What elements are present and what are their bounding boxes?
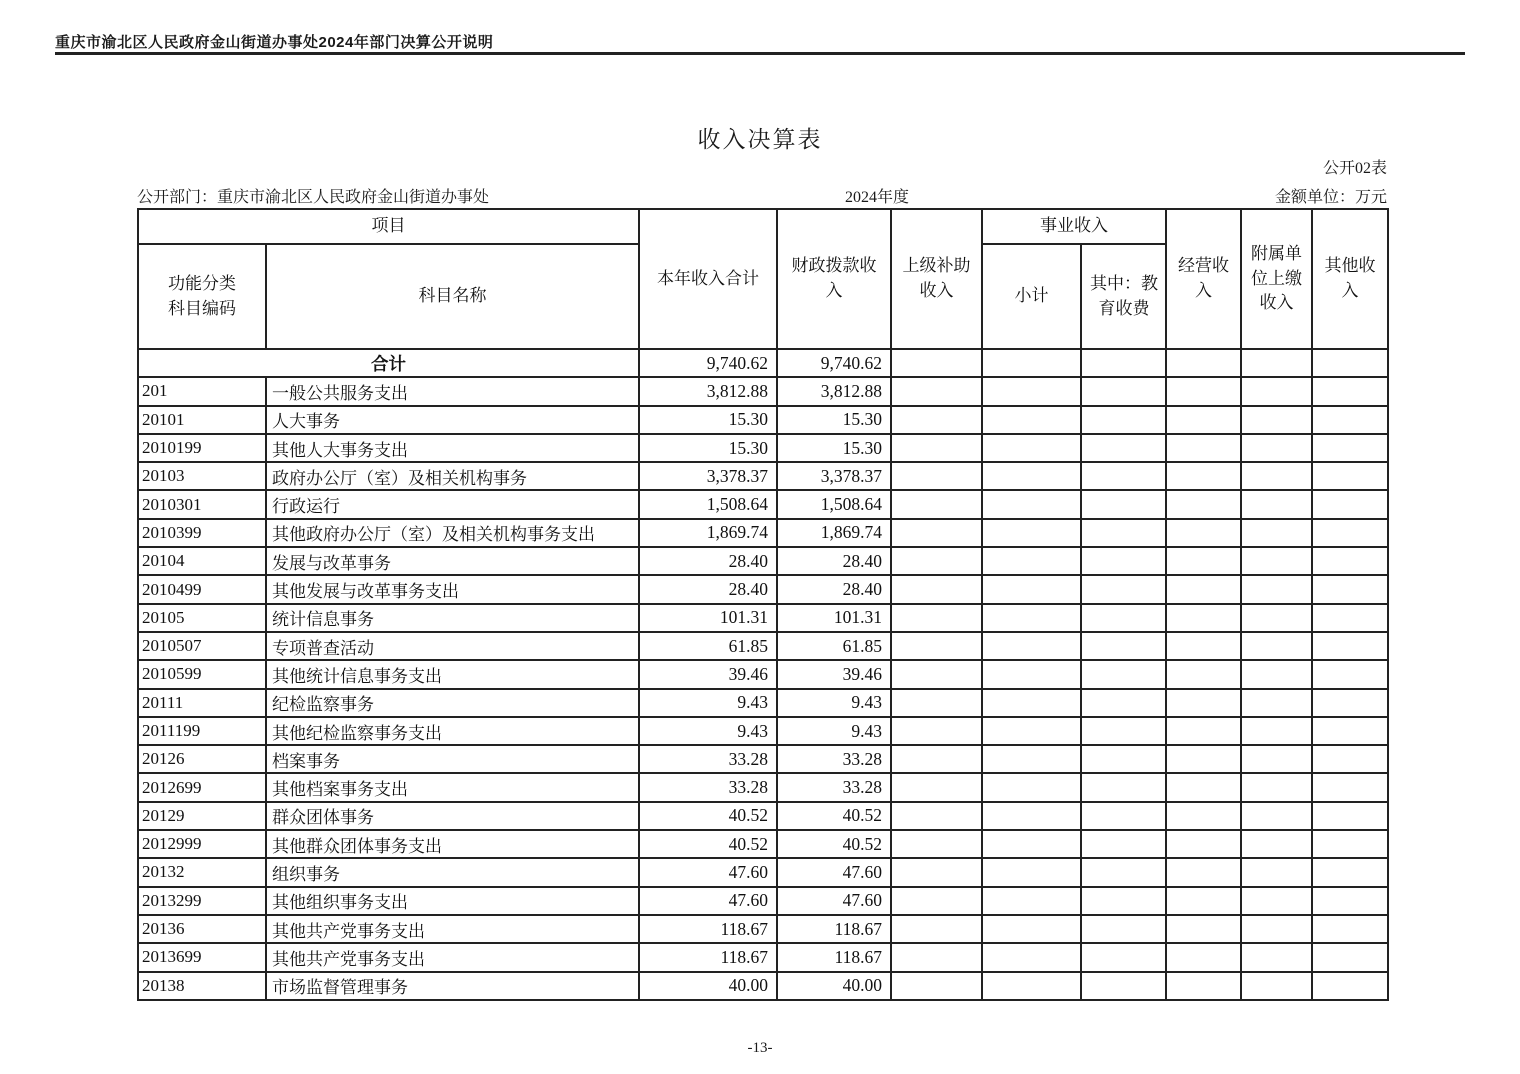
row-function-code: 2010399 bbox=[138, 519, 266, 547]
cell-total-income: 28.40 bbox=[639, 575, 777, 603]
cell-fiscal-allocation: 15.30 bbox=[777, 406, 891, 434]
cell-affiliated-income bbox=[1241, 547, 1312, 575]
cell-superior-grant bbox=[891, 406, 982, 434]
cell-education-fee bbox=[1081, 604, 1166, 632]
cell-education-fee bbox=[1081, 349, 1166, 377]
table-row bbox=[138, 972, 1388, 1000]
header-affiliated-unit-income bbox=[1241, 209, 1312, 349]
table-row bbox=[138, 943, 1388, 971]
cell-affiliated-income bbox=[1241, 490, 1312, 518]
cell-education-fee bbox=[1081, 717, 1166, 745]
row-subject-name: 其他共产党事务支出 bbox=[266, 915, 639, 943]
cell-other-income bbox=[1312, 349, 1388, 377]
row-function-code: 2013699 bbox=[138, 943, 266, 971]
cell-total-income: 61.85 bbox=[639, 632, 777, 660]
cell-business-subtotal bbox=[982, 434, 1081, 462]
row-function-code: 2010499 bbox=[138, 575, 266, 603]
row-function-code: 2013299 bbox=[138, 887, 266, 915]
table-row bbox=[138, 377, 1388, 405]
cell-other-income bbox=[1312, 745, 1388, 773]
cell-total-income: 47.60 bbox=[639, 858, 777, 886]
cell-operating-income bbox=[1166, 434, 1241, 462]
cell-total-income: 40.52 bbox=[639, 802, 777, 830]
row-function-code: 2012999 bbox=[138, 830, 266, 858]
cell-affiliated-income bbox=[1241, 519, 1312, 547]
cell-operating-income bbox=[1166, 406, 1241, 434]
cell-business-subtotal bbox=[982, 802, 1081, 830]
cell-business-subtotal bbox=[982, 632, 1081, 660]
row-function-code: 2010507 bbox=[138, 632, 266, 660]
header-total-income-label: 本年收入合计 bbox=[657, 268, 759, 288]
cell-other-income bbox=[1312, 972, 1388, 1000]
cell-other-income bbox=[1312, 802, 1388, 830]
header-subject-name-label: 科目名称 bbox=[418, 286, 487, 306]
cell-total-income: 1,869.74 bbox=[639, 519, 777, 547]
header-subtotal-label: 小计 bbox=[1014, 286, 1049, 306]
cell-fiscal-allocation: 118.67 bbox=[777, 915, 891, 943]
table-row bbox=[138, 745, 1388, 773]
cell-total-income: 28.40 bbox=[639, 547, 777, 575]
cell-total-income: 33.28 bbox=[639, 745, 777, 773]
cell-fiscal-allocation: 28.40 bbox=[777, 575, 891, 603]
cell-superior-grant bbox=[891, 802, 982, 830]
row-subject-name: 纪检监察事务 bbox=[266, 689, 639, 717]
table-row bbox=[138, 858, 1388, 886]
row-subject-name: 其他共产党事务支出 bbox=[266, 943, 639, 971]
row-subject-name: 发展与改革事务 bbox=[266, 547, 639, 575]
cell-operating-income bbox=[1166, 632, 1241, 660]
cell-total-income: 1,508.64 bbox=[639, 490, 777, 518]
header-fiscal-allocation bbox=[777, 209, 891, 349]
cell-superior-grant bbox=[891, 773, 982, 801]
publishing-department-label: 公开部门：重庆市渝北区人民政府金山街道办事处 bbox=[137, 189, 490, 206]
cell-affiliated-income bbox=[1241, 604, 1312, 632]
row-subject-name: 其他统计信息事务支出 bbox=[266, 660, 639, 688]
cell-affiliated-income bbox=[1241, 943, 1312, 971]
cell-other-income bbox=[1312, 377, 1388, 405]
row-subject-name: 市场监督管理事务 bbox=[266, 972, 639, 1000]
cell-total-income: 15.30 bbox=[639, 406, 777, 434]
cell-operating-income bbox=[1166, 349, 1241, 377]
cell-fiscal-allocation: 28.40 bbox=[777, 547, 891, 575]
row-subject-name: 行政运行 bbox=[266, 490, 639, 518]
cell-other-income bbox=[1312, 689, 1388, 717]
cell-affiliated-income bbox=[1241, 575, 1312, 603]
cell-business-subtotal bbox=[982, 745, 1081, 773]
row-function-code: 20129 bbox=[138, 802, 266, 830]
header-business-income-group bbox=[982, 209, 1166, 244]
cell-superior-grant bbox=[891, 689, 982, 717]
cell-fiscal-allocation: 47.60 bbox=[777, 887, 891, 915]
cell-other-income bbox=[1312, 858, 1388, 886]
cell-education-fee bbox=[1081, 547, 1166, 575]
header-function-code-label: 功能分类科目编码 bbox=[168, 273, 236, 318]
header-superior-grant-label: 上级补助收入 bbox=[902, 256, 971, 300]
cell-total-income: 3,812.88 bbox=[639, 377, 777, 405]
cell-fiscal-allocation: 118.67 bbox=[777, 943, 891, 971]
cell-superior-grant bbox=[891, 887, 982, 915]
cell-fiscal-allocation: 9.43 bbox=[777, 717, 891, 745]
row-function-code: 20104 bbox=[138, 547, 266, 575]
cell-superior-grant bbox=[891, 434, 982, 462]
cell-affiliated-income bbox=[1241, 689, 1312, 717]
cell-operating-income bbox=[1166, 915, 1241, 943]
table-row bbox=[138, 406, 1388, 434]
table-row bbox=[138, 462, 1388, 490]
cell-operating-income bbox=[1166, 660, 1241, 688]
page-number: -13- bbox=[747, 1040, 773, 1056]
row-function-code: 2010199 bbox=[138, 434, 266, 462]
cell-total-income: 9.43 bbox=[639, 717, 777, 745]
row-total-label: 合计 bbox=[138, 349, 639, 377]
cell-superior-grant bbox=[891, 830, 982, 858]
cell-education-fee bbox=[1081, 377, 1166, 405]
cell-business-subtotal bbox=[982, 406, 1081, 434]
cell-operating-income bbox=[1166, 689, 1241, 717]
cell-business-subtotal bbox=[982, 490, 1081, 518]
cell-business-subtotal bbox=[982, 972, 1081, 1000]
cell-fiscal-allocation: 61.85 bbox=[777, 632, 891, 660]
cell-business-subtotal bbox=[982, 547, 1081, 575]
cell-total-income: 33.28 bbox=[639, 773, 777, 801]
cell-business-subtotal bbox=[982, 717, 1081, 745]
cell-operating-income bbox=[1166, 604, 1241, 632]
cell-affiliated-income bbox=[1241, 462, 1312, 490]
cell-affiliated-income bbox=[1241, 406, 1312, 434]
cell-education-fee bbox=[1081, 773, 1166, 801]
cell-business-subtotal bbox=[982, 575, 1081, 603]
page-title: 收入决算表 bbox=[697, 127, 823, 152]
cell-total-income: 40.00 bbox=[639, 972, 777, 1000]
cell-superior-grant bbox=[891, 604, 982, 632]
cell-fiscal-allocation: 40.52 bbox=[777, 830, 891, 858]
row-function-code: 20103 bbox=[138, 462, 266, 490]
table-row bbox=[138, 773, 1388, 801]
cell-business-subtotal bbox=[982, 943, 1081, 971]
table-row bbox=[138, 660, 1388, 688]
cell-total-income: 40.52 bbox=[639, 830, 777, 858]
cell-business-subtotal bbox=[982, 858, 1081, 886]
table-row bbox=[138, 802, 1388, 830]
cell-business-subtotal bbox=[982, 349, 1081, 377]
cell-superior-grant bbox=[891, 660, 982, 688]
cell-other-income bbox=[1312, 575, 1388, 603]
cell-other-income bbox=[1312, 887, 1388, 915]
header-function-code bbox=[138, 244, 266, 349]
amount-unit-label: 金额单位：万元 bbox=[1274, 189, 1387, 206]
cell-affiliated-income bbox=[1241, 887, 1312, 915]
cell-education-fee bbox=[1081, 830, 1166, 858]
cell-operating-income bbox=[1166, 858, 1241, 886]
cell-operating-income bbox=[1166, 717, 1241, 745]
cell-business-subtotal bbox=[982, 887, 1081, 915]
header-fiscal-allocation-label: 财政拨款收入 bbox=[791, 256, 877, 300]
cell-operating-income bbox=[1166, 519, 1241, 547]
table-row bbox=[138, 519, 1388, 547]
cell-total-income: 15.30 bbox=[639, 434, 777, 462]
cell-operating-income bbox=[1166, 462, 1241, 490]
cell-education-fee bbox=[1081, 406, 1166, 434]
cell-operating-income bbox=[1166, 802, 1241, 830]
cell-superior-grant bbox=[891, 745, 982, 773]
cell-other-income bbox=[1312, 915, 1388, 943]
cell-fiscal-allocation: 1,869.74 bbox=[777, 519, 891, 547]
cell-other-income bbox=[1312, 773, 1388, 801]
header-other-income-label: 其他收入 bbox=[1324, 256, 1376, 300]
cell-superior-grant bbox=[891, 462, 982, 490]
row-function-code: 2012699 bbox=[138, 773, 266, 801]
row-subject-name: 其他群众团体事务支出 bbox=[266, 830, 639, 858]
cell-other-income bbox=[1312, 462, 1388, 490]
cell-fiscal-allocation: 101.31 bbox=[777, 604, 891, 632]
fiscal-year-label: 2024年度 bbox=[845, 189, 910, 206]
table-row bbox=[138, 434, 1388, 462]
cell-fiscal-allocation: 15.30 bbox=[777, 434, 891, 462]
row-function-code: 20101 bbox=[138, 406, 266, 434]
table-row bbox=[138, 604, 1388, 632]
cell-business-subtotal bbox=[982, 377, 1081, 405]
cell-education-fee bbox=[1081, 519, 1166, 547]
header-operating-income bbox=[1166, 209, 1241, 349]
table-row bbox=[138, 915, 1388, 943]
cell-education-fee bbox=[1081, 943, 1166, 971]
cell-fiscal-allocation: 47.60 bbox=[777, 858, 891, 886]
cell-operating-income bbox=[1166, 377, 1241, 405]
cell-total-income: 3,378.37 bbox=[639, 462, 777, 490]
cell-other-income bbox=[1312, 717, 1388, 745]
cell-affiliated-income bbox=[1241, 349, 1312, 377]
cell-fiscal-allocation: 33.28 bbox=[777, 773, 891, 801]
cell-business-subtotal bbox=[982, 604, 1081, 632]
income-table-header bbox=[138, 209, 1388, 349]
cell-education-fee bbox=[1081, 858, 1166, 886]
cell-affiliated-income bbox=[1241, 434, 1312, 462]
income-table-wrap bbox=[137, 208, 1389, 1001]
cell-affiliated-income bbox=[1241, 745, 1312, 773]
row-subject-name: 其他政府办公厅（室）及相关机构事务支出 bbox=[266, 519, 639, 547]
cell-affiliated-income bbox=[1241, 858, 1312, 886]
header-subtotal bbox=[982, 244, 1081, 349]
table-row bbox=[138, 830, 1388, 858]
header-education-fee bbox=[1081, 244, 1166, 349]
cell-fiscal-allocation: 40.52 bbox=[777, 802, 891, 830]
cell-other-income bbox=[1312, 406, 1388, 434]
cell-education-fee bbox=[1081, 887, 1166, 915]
row-function-code: 20136 bbox=[138, 915, 266, 943]
cell-education-fee bbox=[1081, 915, 1166, 943]
cell-operating-income bbox=[1166, 972, 1241, 1000]
cell-other-income bbox=[1312, 604, 1388, 632]
cell-other-income bbox=[1312, 490, 1388, 518]
row-function-code: 20111 bbox=[138, 689, 266, 717]
cell-superior-grant bbox=[891, 519, 982, 547]
cell-superior-grant bbox=[891, 632, 982, 660]
cell-business-subtotal bbox=[982, 915, 1081, 943]
cell-fiscal-allocation: 3,812.88 bbox=[777, 377, 891, 405]
row-function-code: 2010599 bbox=[138, 660, 266, 688]
cell-affiliated-income bbox=[1241, 972, 1312, 1000]
row-function-code: 2010301 bbox=[138, 490, 266, 518]
cell-total-income: 9,740.62 bbox=[639, 349, 777, 377]
row-subject-name: 其他组织事务支出 bbox=[266, 887, 639, 915]
cell-fiscal-allocation: 40.00 bbox=[777, 972, 891, 1000]
cell-business-subtotal bbox=[982, 462, 1081, 490]
cell-operating-income bbox=[1166, 745, 1241, 773]
table-row bbox=[138, 689, 1388, 717]
cell-education-fee bbox=[1081, 490, 1166, 518]
cell-education-fee bbox=[1081, 972, 1166, 1000]
cell-superior-grant bbox=[891, 972, 982, 1000]
header-education-fee-label: 其中：教育收费 bbox=[1090, 273, 1158, 318]
cell-education-fee bbox=[1081, 434, 1166, 462]
cell-total-income: 118.67 bbox=[639, 915, 777, 943]
cell-business-subtotal bbox=[982, 689, 1081, 717]
cell-affiliated-income bbox=[1241, 915, 1312, 943]
income-table-body bbox=[138, 349, 1388, 1000]
row-subject-name: 专项普查活动 bbox=[266, 632, 639, 660]
cell-superior-grant bbox=[891, 575, 982, 603]
table-row-total bbox=[138, 349, 1388, 377]
cell-total-income: 39.46 bbox=[639, 660, 777, 688]
header-operating-income-label: 经营收入 bbox=[1178, 256, 1229, 300]
cell-education-fee bbox=[1081, 575, 1166, 603]
cell-operating-income bbox=[1166, 943, 1241, 971]
cell-education-fee bbox=[1081, 802, 1166, 830]
cell-education-fee bbox=[1081, 660, 1166, 688]
cell-other-income bbox=[1312, 660, 1388, 688]
header-row-top bbox=[138, 209, 1388, 244]
cell-business-subtotal bbox=[982, 773, 1081, 801]
cell-fiscal-allocation: 1,508.64 bbox=[777, 490, 891, 518]
row-function-code: 20126 bbox=[138, 745, 266, 773]
cell-total-income: 9.43 bbox=[639, 689, 777, 717]
header-other-income bbox=[1312, 209, 1388, 349]
cell-affiliated-income bbox=[1241, 802, 1312, 830]
cell-fiscal-allocation: 9.43 bbox=[777, 689, 891, 717]
header-business-income-group-label: 事业收入 bbox=[1040, 216, 1108, 236]
income-table bbox=[137, 208, 1389, 1001]
header-affiliated-unit-income-label: 附属单位上缴收入 bbox=[1251, 244, 1302, 313]
cell-other-income bbox=[1312, 632, 1388, 660]
header-total-income bbox=[639, 209, 777, 349]
cell-fiscal-allocation: 39.46 bbox=[777, 660, 891, 688]
cell-operating-income bbox=[1166, 887, 1241, 915]
cell-education-fee bbox=[1081, 462, 1166, 490]
cell-education-fee bbox=[1081, 745, 1166, 773]
row-subject-name: 人大事务 bbox=[266, 406, 639, 434]
cell-operating-income bbox=[1166, 830, 1241, 858]
cell-other-income bbox=[1312, 830, 1388, 858]
cell-fiscal-allocation: 9,740.62 bbox=[777, 349, 891, 377]
header-rule bbox=[55, 52, 1465, 55]
cell-total-income: 101.31 bbox=[639, 604, 777, 632]
row-function-code: 20105 bbox=[138, 604, 266, 632]
cell-other-income bbox=[1312, 434, 1388, 462]
cell-superior-grant bbox=[891, 943, 982, 971]
table-row bbox=[138, 632, 1388, 660]
header-subject-name bbox=[266, 244, 639, 349]
document-header-text: 重庆市渝北区人民政府金山街道办事处2024年部门决算公开说明 bbox=[55, 34, 494, 51]
table-row bbox=[138, 490, 1388, 518]
cell-other-income bbox=[1312, 519, 1388, 547]
cell-operating-income bbox=[1166, 575, 1241, 603]
header-superior-grant bbox=[891, 209, 982, 349]
table-row bbox=[138, 887, 1388, 915]
row-function-code: 20138 bbox=[138, 972, 266, 1000]
row-function-code: 20132 bbox=[138, 858, 266, 886]
cell-affiliated-income bbox=[1241, 632, 1312, 660]
cell-total-income: 118.67 bbox=[639, 943, 777, 971]
header-item-group bbox=[138, 209, 639, 244]
cell-affiliated-income bbox=[1241, 377, 1312, 405]
cell-affiliated-income bbox=[1241, 660, 1312, 688]
cell-affiliated-income bbox=[1241, 717, 1312, 745]
cell-business-subtotal bbox=[982, 660, 1081, 688]
cell-other-income bbox=[1312, 943, 1388, 971]
cell-operating-income bbox=[1166, 773, 1241, 801]
row-subject-name: 统计信息事务 bbox=[266, 604, 639, 632]
table-row bbox=[138, 547, 1388, 575]
row-subject-name: 群众团体事务 bbox=[266, 802, 639, 830]
cell-education-fee bbox=[1081, 689, 1166, 717]
cell-affiliated-income bbox=[1241, 773, 1312, 801]
cell-business-subtotal bbox=[982, 830, 1081, 858]
cell-superior-grant bbox=[891, 349, 982, 377]
cell-superior-grant bbox=[891, 547, 982, 575]
row-subject-name: 其他发展与改革事务支出 bbox=[266, 575, 639, 603]
cell-business-subtotal bbox=[982, 519, 1081, 547]
cell-affiliated-income bbox=[1241, 830, 1312, 858]
cell-superior-grant bbox=[891, 915, 982, 943]
cell-fiscal-allocation: 33.28 bbox=[777, 745, 891, 773]
row-subject-name: 政府办公厅（室）及相关机构事务 bbox=[266, 462, 639, 490]
cell-education-fee bbox=[1081, 632, 1166, 660]
cell-superior-grant bbox=[891, 377, 982, 405]
row-subject-name: 其他纪检监察事务支出 bbox=[266, 717, 639, 745]
row-subject-name: 档案事务 bbox=[266, 745, 639, 773]
cell-superior-grant bbox=[891, 717, 982, 745]
table-code-label: 公开02表 bbox=[1322, 160, 1387, 177]
row-subject-name: 组织事务 bbox=[266, 858, 639, 886]
row-subject-name: 一般公共服务支出 bbox=[266, 377, 639, 405]
cell-total-income: 47.60 bbox=[639, 887, 777, 915]
table-row bbox=[138, 575, 1388, 603]
cell-superior-grant bbox=[891, 858, 982, 886]
cell-other-income bbox=[1312, 547, 1388, 575]
cell-operating-income bbox=[1166, 490, 1241, 518]
row-subject-name: 其他档案事务支出 bbox=[266, 773, 639, 801]
row-subject-name: 其他人大事务支出 bbox=[266, 434, 639, 462]
cell-superior-grant bbox=[891, 490, 982, 518]
row-function-code: 2011199 bbox=[138, 717, 266, 745]
cell-operating-income bbox=[1166, 547, 1241, 575]
header-item-group-label: 项目 bbox=[371, 216, 406, 236]
cell-fiscal-allocation: 3,378.37 bbox=[777, 462, 891, 490]
row-function-code: 201 bbox=[138, 377, 266, 405]
table-row bbox=[138, 717, 1388, 745]
